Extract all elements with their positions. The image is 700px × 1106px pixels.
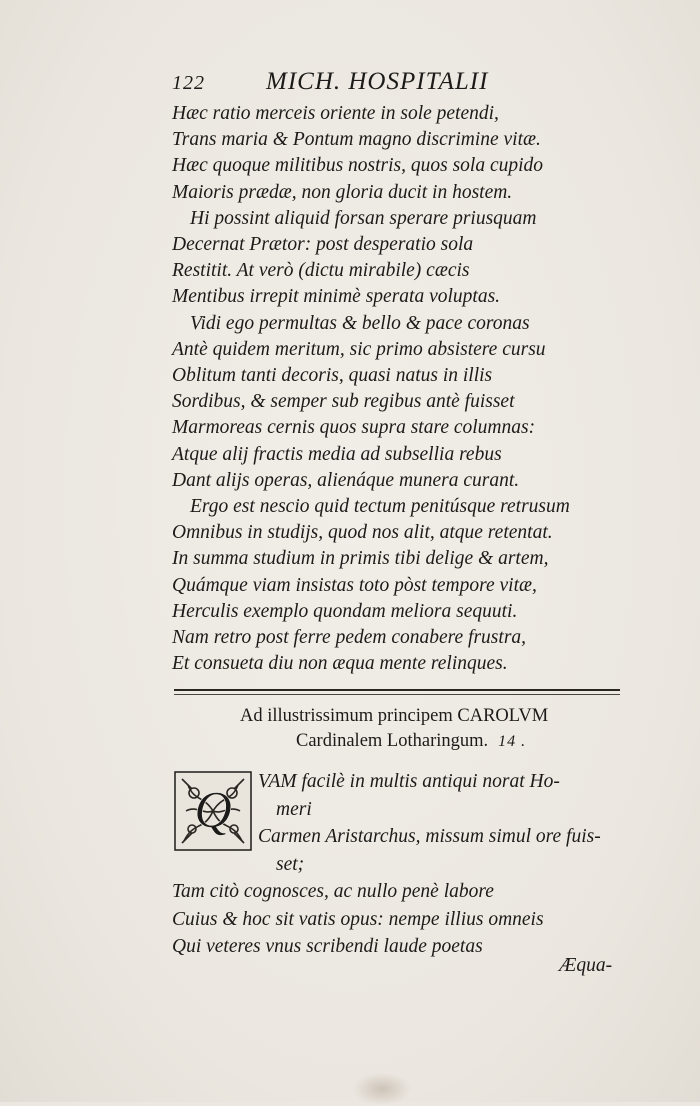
verse-line: Marmoreas cernis quos supra stare columnas: xyxy=(172,417,536,439)
verse-line: Oblitum tanti decoris, quasi natus in illis xyxy=(172,365,493,387)
poem-line: set; xyxy=(276,853,305,875)
verse-line: Omnibus in studijs, quod nos alit, atque retentat. xyxy=(172,522,553,544)
verse-line: Ergo est nescio quid tectum penitúsque retrusum xyxy=(190,496,570,518)
verse-line: Maioris prædæ, non gloria ducit in hostem. xyxy=(172,181,513,203)
verse-line: Herculis exemplo quondam meliora sequuti. xyxy=(172,600,518,622)
verse-line: Vidi ego permultas & bello & pace coronas xyxy=(190,312,530,334)
poem-line: meri xyxy=(276,798,312,820)
verse-line: Et consueta diu non æqua mente relinques. xyxy=(172,653,508,675)
verse-line: Atque alij fractis media ad subsellia rebus xyxy=(172,443,502,465)
verse-line: Mentibus irrepit minimè sperata voluptas. xyxy=(172,286,501,308)
verse-line: Restitit. At verò (dictu mirabile) cæcis xyxy=(172,260,470,282)
verse-block xyxy=(172,101,602,677)
dedication-title xyxy=(240,704,620,754)
poem-line: Tam citò cognosces, ac nullo penè labore xyxy=(172,881,494,902)
verse-line: Hi possint aliquid forsan sperare priusquam xyxy=(190,207,537,229)
poem-line: Qui veteres vnus scribendi laude poetas xyxy=(172,936,483,957)
poem-block xyxy=(172,768,632,961)
poem-line: VAM facilè in multis antiqui norat Ho- xyxy=(258,771,560,792)
verse-line: Hæc ratio merceis oriente in sole petendi, xyxy=(172,103,499,124)
initial-letter: Q xyxy=(194,782,232,839)
verse-line: Dant alijs operas, alienáque munera curant. xyxy=(172,469,520,491)
dedication-line-1: Ad illustrissimum principem CAROLVM xyxy=(240,706,549,726)
catchword: Æqua- xyxy=(559,955,613,976)
dedication-line-2 xyxy=(240,729,620,754)
verse-line: Hæc quoque militibus nostris, quos sola cupido xyxy=(172,155,544,177)
verse-line: Quámque viam insistas toto pòst tempore vitæ, xyxy=(172,574,537,596)
section-rule-thin xyxy=(174,694,620,695)
poem-line: Cuius & hoc sit vatis opus: nempe illius omneis xyxy=(172,908,544,930)
verse-line: Sordibus, & semper sub regibus antè fuisset xyxy=(172,391,515,413)
verse-line: Antè quidem meritum, sic primo absistere cursu xyxy=(172,338,546,360)
section-rule xyxy=(174,689,620,691)
page-number: 122 xyxy=(172,72,205,94)
verse-line: In summa studium in primis tibi delige & artem, xyxy=(172,548,549,570)
verse-line: Decernat Prætor: post desperatio sola xyxy=(172,234,474,256)
poem-line: Carmen Aristarchus, missum simul ore fuis- xyxy=(258,826,601,847)
verse-line: Trans maria & Pontum magno discrimine vitæ. xyxy=(172,129,541,151)
verse-line: Nam retro post ferre pedem conabere frustra, xyxy=(172,627,527,649)
handwritten-mark: 14 . xyxy=(498,733,527,750)
paper-stain xyxy=(352,1072,412,1106)
running-head: MICH. HOSPITALII xyxy=(266,68,489,95)
dedication-line-2-text: Cardinalem Lotharingum. xyxy=(296,731,489,751)
